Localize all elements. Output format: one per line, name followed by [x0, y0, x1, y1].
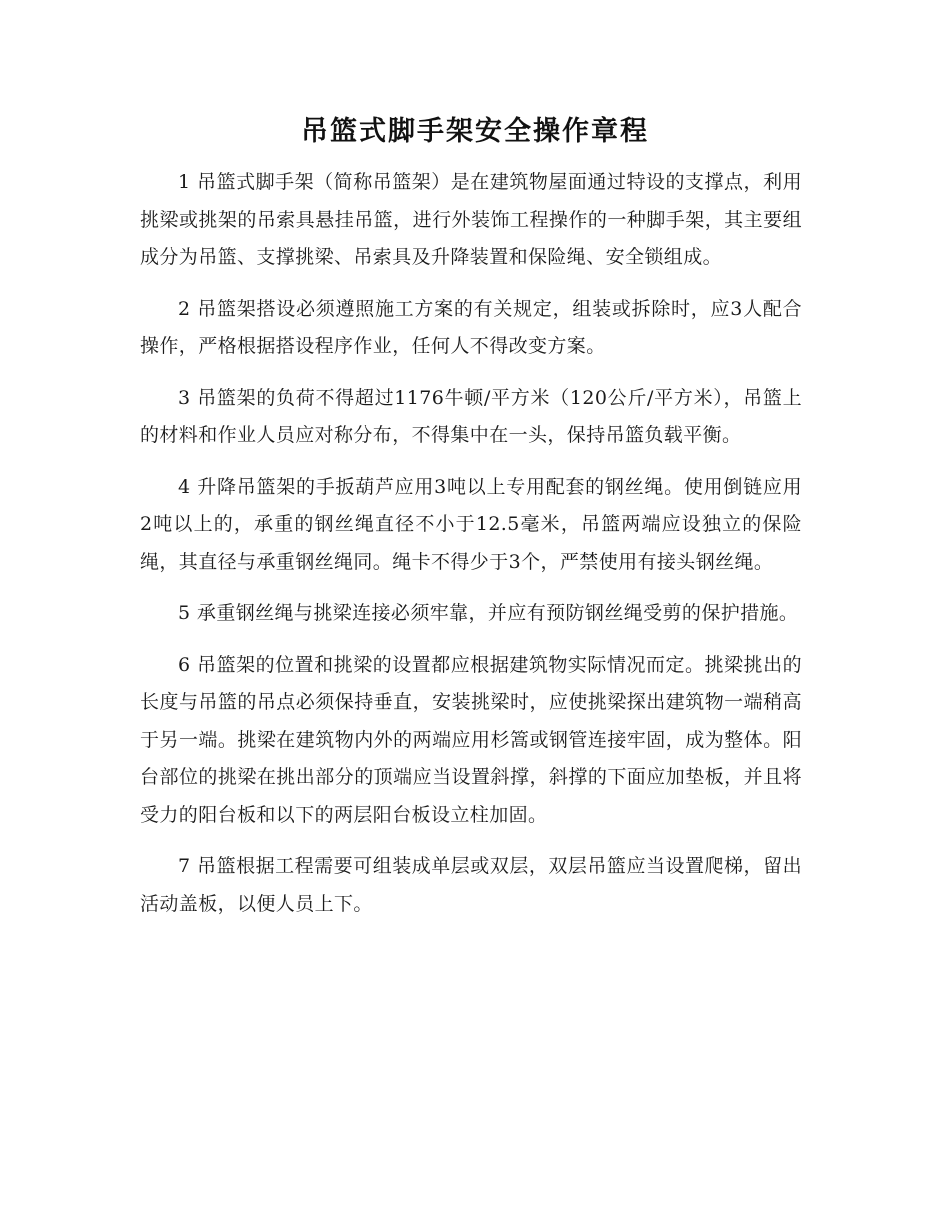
- document-body: [140, 164, 802, 937]
- paragraph-2: 2 吊篮架搭设必须遵照施工方案的有关规定，组装或拆除时，应3人配合操作，严格根据搭设程序作业，任何人不得改变方案。: [140, 297, 802, 357]
- paragraph-1: 1 吊篮式脚手架（简称吊篮架）是在建筑物屋面通过特设的支撑点，利用挑梁或挑架的吊索具悬挂吊篮，进行外装饰工程操作的一种脚手架，其主要组成分为吊篮、支撑挑梁、吊索具及升降装置和保险绳、安全锁组成。: [140, 171, 802, 268]
- paragraph-3: 3 吊篮架的负荷不得超过1176牛顿/平方米（120公斤/平方米），吊篮上的材料和作业人员应对称分布，不得集中在一头，保持吊篮负载平衡。: [140, 386, 802, 446]
- paragraph-6: 6 吊篮架的位置和挑梁的设置都应根据建筑物实际情况而定。挑梁挑出的长度与吊篮的吊点必须保持垂直，安装挑梁时，应使挑梁探出建筑物一端稍高于另一端。挑梁在建筑物内外的两端应用杉篙或钢管连接牢固，成为整体。阳台部位的挑梁在挑出部分的顶端应当设置斜撑，斜撑的下面应加垫板，并且将受力的阳台板和以下的两层阳台板设立柱加固。: [140, 653, 802, 826]
- document-title: 吊篮式脚手架安全操作章程: [301, 116, 649, 147]
- paragraph-7: 7 吊篮根据工程需要可组装成单层或双层，双层吊篮应当设置爬梯，留出活动盖板，以便人员上下。: [140, 855, 802, 915]
- paragraph-5: 5 承重钢丝绳与挑梁连接必须牢靠，并应有预防钢丝绳受剪的保护措施。: [178, 602, 799, 624]
- paragraph-4: 4 升降吊篮架的手扳葫芦应用3吨以上专用配套的钢丝绳。使用倒链应用2吨以上的，承重的钢丝绳直径不小于12.5毫米，吊篮两端应设独立的保险绳，其直径与承重钢丝绳同。绳卡不得少于3个，严禁使用有接头钢丝绳。: [140, 475, 802, 573]
